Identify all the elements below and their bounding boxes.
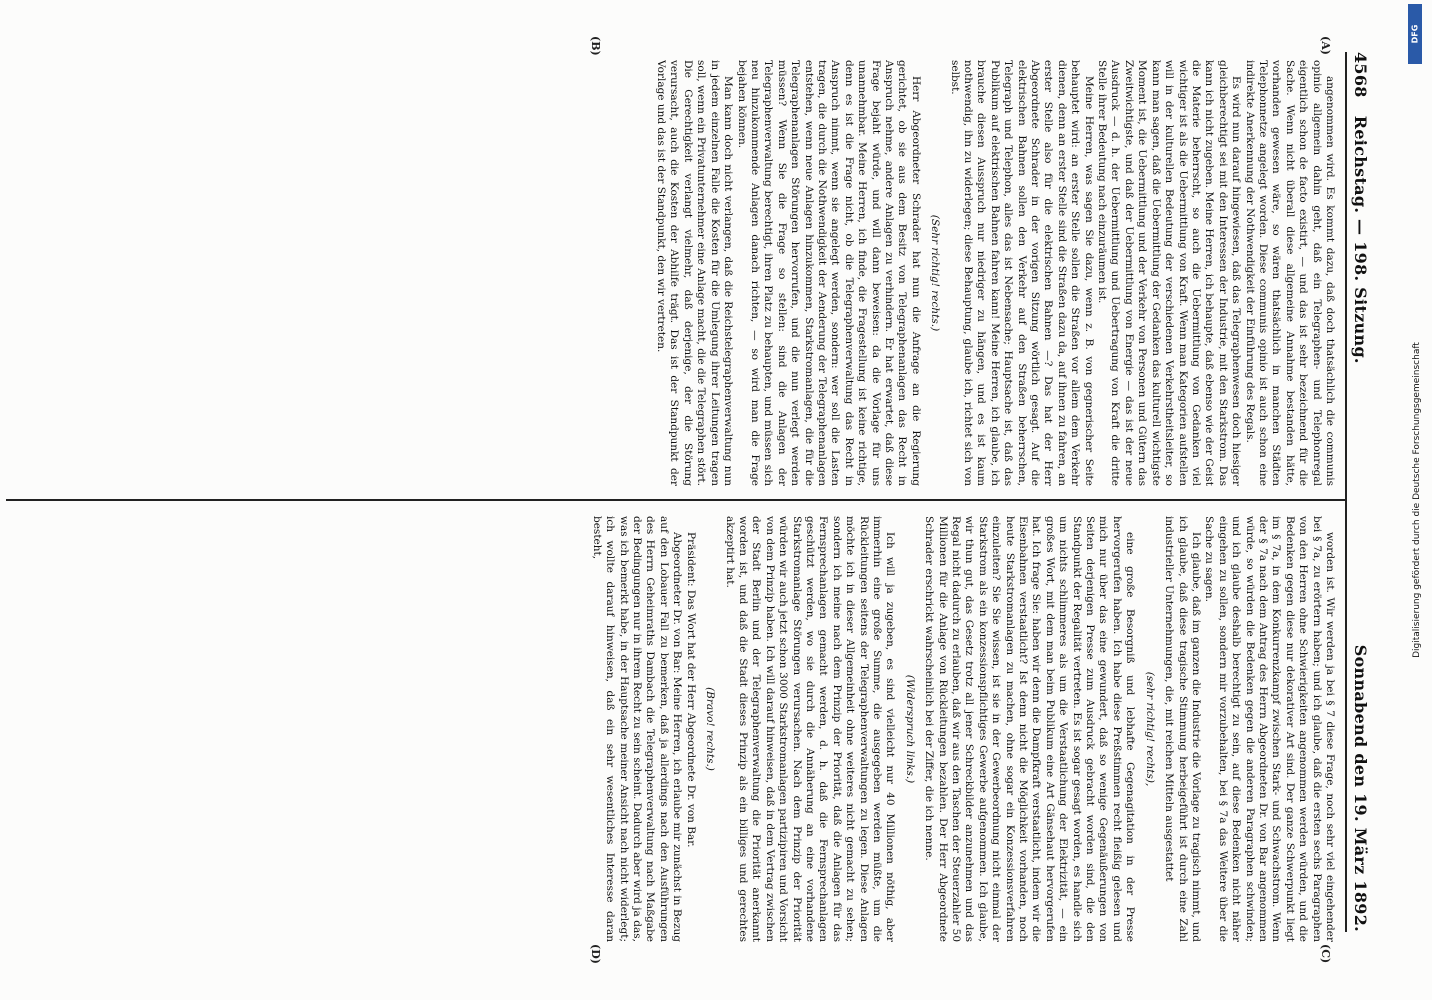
dfg-attribution [1406,0,1428,1000]
paragraph: Meine Herren, was sagen Sie dazu, wenn z. B. von gegnerischer Seite behauptet wird: an erster Stelle sollen die Straßen vor allem dem Verkehr dienen, denn an erster Stelle sind die Straßen dazu da, auf ihnen zu fahren, an erster Stelle also für die elektrischen Bahnen —? Das hat der Herr Abgeordnete Schrader in der vorigen Sitzung wörtlich gesagt. Auf die elektrischen Bahnen sollen den Verkehr auf den Straßen beherrschen, Telegraph und Telephon, alles das ist Nebensache; Hauptsache ist, daß das Publikum auf elektrischen Bahnen fahren kann! Meine Herren, ich glaube, ich brauche diesen Ausspruch nur niedriger zu hängen, und es ist kaum nothwendig, ihn zu widerlegen; diese Behauptung, glaube ich, richtet sich von selbst. [948,60,1095,486]
session-date: Sonnabend den 19. März 1892. [1351,644,1370,932]
interjection: (Widerspruch links.) [903,674,916,784]
interjection: (Bravo! rechts.) [704,687,717,771]
paragraph: Abgeordneter Dr. von Bar: Meine Herren, ich erlaube mir zunächst in Bezug auf den Lobauer Fall zu bemerken, daß ja allerdings nach den Ausführungen des Herrn Geheimraths Dambach die Telegraphenverwaltung nach Maßgabe der Bedingungen nur in ihrem Recht zu sein scheint. Dadurch aber wird ja das, was ich bemerkt habe, in der Hauptsache meiner Ansicht nach nicht widerlegt; ich wollte darauf hinweisen, daß ein sehr wesentliches Interesse daran besteht, [590,516,684,942]
interjection: (sehr richtig! rechts), [1143,671,1156,787]
paragraph: Herr Abgeordneter Schrader hat nun die Anfrage an die Regierung gerichtet, ob sie aus dem Besitz von Telegraphenanlagen das Recht in Anspruch nehme, andere Anlagen zu verhindern. Er hat erwartet, daß diese Frage bejaht würde, und will dann beweisen: da die Vorlage für uns unannehmbar. Meine Herren, ich finde, die Fragestellung ist keine richtige, denn es ist die Frage nicht, ob die Telegraphenverwaltung das Recht in Anspruch nimmt, wenn sie angelegt werden, sondern: wer soll die Lasten tragen, die durch die Nothwendigkeit der Aenderung der Telegraphenanlagen entstehen, wenn neue Anlagen hinzukommen, Starkstromanlagen, die für die Telegraphenanlagen Störungen hervorrufen, und die nun verlegt werden müssen? Wenn Sie die Frage so stellen: sind die Anlagen der Telegraphenverwaltung berechtigt, ihren Platz zu behaupten, und müssen sich neu hinzukommende Anlagen danach richten, — so wird man die Frage bejahen können. [735,60,922,486]
page-number: 4568 [1351,52,1370,98]
margin-mark-b: (B) [589,36,602,56]
header-rule [1346,52,1348,932]
right-column [16,516,1336,942]
dfg-logo: DFG [1408,4,1422,64]
interjection: (Sehr richtig! rechts.) [929,214,942,332]
margin-mark-a: (A) [1319,36,1332,55]
paragraph: Man kann doch nicht verlangen, daß die Reichstelegraphenverwaltung nun in jedem einzelnen Falle die Kosten für die Umlegung ihrer Leitungen tragen soll, wenn ein Privatunternehmer eine Anlage macht, die die Telegraphen stört. Die Gerechtigkeit verlangt vielmehr, daß derjenige, der die Störung verursacht, auch die Kosten der Abhilfe trägt. Das ist der Standpunkt der Vorlage und das ist der Standpunkt, den wir vertreten. [655,60,735,486]
speaker-president: Präsident: Das Wort hat der Herr Abgeordnete Dr. von Bar. [684,532,697,848]
paragraph: Es wird nun darauf hingewiesen, daß das Telegraphenwesen doch hiesiger gleichberechtigt sei mit den Interessen der Industrie, mit den Starkstrom. Das kann ich nicht zugeben. Meine Herren, ich behaupte, daß ebenso wie der Geist die Materie beherrscht, so auch die Uebermittlung von Gedanken viel wichtiger ist als die Uebermittlung von Kraft. Wenn man Kategorien aufstellen will in der kulturellen Bedeutung der verschiedenen Verkehrstheitsleiter, so kann man sagen, daß die Uebermittlung der Gedanken das kulturell wichtigste Moment ist, die Uebermittlung und der Verkehr von Personen und Gütern das Zweitwichtigste, und daß der Uebermittlung von Energie — das ist der neue Ausdruck — d. h. der Uebermittlung und Uebertragung von Kraft die dritte Stelle ihrer Bedeutung nach einzuräumen ist. [1096,60,1243,486]
session-title: Reichstag. — 198. Sitzung. [1351,115,1370,364]
left-column [16,60,1336,486]
paragraph: eine große Besorgniß und lebhafte Gegenagitation in der Presse hervorgerufen haben. Ich habe diese Preßstimmen recht fleißig gelesen und mich nur über das eine gewundert, daß so wenige Gegenäußerungen von Seiten derjenigen Presse zum Ausdruck gebracht worden sind, die den Standpunkt der Regalität vertreten. Es ist sogar gesagt worden, es handle sich um nichts schlimmeres als um die Verstaatlichung der Elektrizität, — ein großes Wort, mit dem man beim Publikum eine Art Gänsehaut hervorgerufen hat. Ich frage Sie: haben wir denn die Dampfkraft verstaatlicht, indem wir die Eisenbahnen verstaatlicht? Ist denn nicht die Möglichkeit vorhanden, noch heute Starkstromanlagen zu machen, ohne sogar ein Konzessionsverfahren einzuleiten? Sie Sie wissen, ist sie in der Gewerbeordnung nicht einmal der Starkstrom als ein konzessionspflichtiges Gewerbe aufgenommen. Ich glaube, wir thun gut, das Gesetz trotz all jener Schreckbilder anzunehmen und das Regal nicht dadurch zu erlauben, daß wir aus den Taschen der Steuerzahler 50 Millionen für die Anlage von Rückleitungen bezahlen. Der Herr Abgeordnete Schrader erschrickt wahrscheinlich bei der Ziffer, die ich nenne. [923,516,1137,942]
paragraph: Ich will ja zugeben, es sind vielleicht nur 40 Millionen nöthig, aber immerhin eine große Summe, die ausgegeben werden müßte, um die Rückleitungen seitens der Telegraphenverwaltungen zu legen. Diese Anlagen möchte ich in dieser Allgemeinheit ohne weiteres nicht gemacht zu sehen; sondern ich meine nach dem Prinzip der Priorität, daß die Anlagen für das Fernsprechanlagen gemacht werden, d. h. daß die Fernsprechanlagen geschützt werden, wo sie durch die Annäherung an eine vorhandene Starkstromanlage Störungen verursachen. Nach dem Prinzip der Priorität würden wir auch jetzt schon 3000 Starkstromanlagen partizipiren und Vorsicht von dem Prinzip haben. Ich will darauf hinweisen, daß in dem Vertrag zwischen der Stadt Berlin und der Telegraphenverwaltung die Priorität anerkannt worden ist, und daß die Stadt dieses Prinzip als ein billiges und gerechtes akzeptirt hat. [723,516,897,942]
column-divider [6,499,1346,501]
margin-mark-c: (C) [1319,944,1332,964]
margin-mark-d: (D) [589,944,602,964]
page-header [1348,52,1370,932]
dfg-watermark-text: Digitalisierung gefördert durch die Deutsche Forschungsgemeinschaft [1412,342,1422,658]
paragraph: Ich glaube, daß im ganzen die Industrie die Vorlage zu tragisch nimmt, und ich glaube, daß diese tragische Stimmung herbeigeführt ist durch eine Zahl industrieller Unternehmungen, die, mit reichen Mitteln ausgestattet [1163,516,1202,942]
paragraph: worden ist. Wir werden ja bei § 7 diese Frage, noch sehr viel eingehender bei § 7a, zu erörtern haben; und ich glaube, daß die ersten sechs Paragraphen von den Herren ohne Schwierigkeiten angenommen werden würden, und die Bedenken gegen diese nur dekorativer Art sind. Der ganze Schwerpunkt liegt im § 7a, in dem Konkurrenzkampf zwischen Stark- und Schwachstrom. Wenn der § 7a nach dem Antrag des Herrn Abgeordneten Dr. von Bar angenommen würde, so würden die Bedenken gegen die anderen Paragraphen schwinden; und ich glaube deshalb berechtigt zu sein, auf diese Bedenken nicht näher eingehen zu sollen, sondern mir vorzubehalten, bei § 7a das Weitere über die Sache zu sagen. [1203,516,1336,942]
paragraph: angenommen wird. Es kommt dazu, daß doch thatsächlich die communis opinio allgemein dahin geht, daß ein Telegraphen- und Telephonregal eigentlich schon de facto existirt, — und das ist sehr bezeichnend für die Sache. Wenn nicht überall diese allgemeine Annahme bestanden hätte, vorhanden gewesen wäre, so wären thatsächlich in manchen Städten Telephonnetze angelegt worden. Diese communis opinio ist auch schon eine indirekte Anerkennung der Nothwendigkeit der Einführung des Regals. [1243,60,1336,486]
